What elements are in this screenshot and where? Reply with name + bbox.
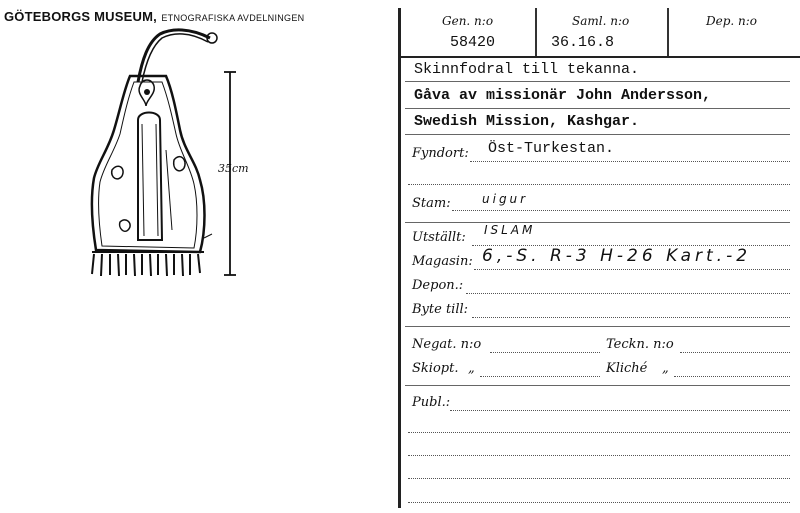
publ-label: Publ.: [412,395,451,410]
dotted-line [490,352,600,353]
ruled-line [405,134,790,135]
column-divider [667,8,669,56]
saml-number-value: 36.16.8 [551,34,615,51]
dotted-line [474,269,790,270]
scale-bar [222,70,238,280]
skiopt-label: Skiopt. [412,361,459,376]
dotted-line [470,161,790,162]
description-line: Skinnfodral till tekanna. [414,61,640,78]
dotted-line [452,210,790,211]
description-line: Gåva av missionär John Andersson, [414,87,712,104]
tea-pot-case-drawing [80,20,220,290]
column-divider [535,8,537,56]
magasin-value: 6,-S. R-3 H-26 Kart.-2 [482,246,752,266]
stam-value: uigur [482,192,529,206]
stam-label: Stam: [412,196,451,211]
utstallt-value: ISLAM [484,223,536,237]
dotted-line [674,376,790,377]
scale-label: 35cm [218,162,249,175]
dotted-line [408,455,790,456]
ruled-line [405,326,790,327]
utstallt-label: Utställt: [412,230,466,245]
card-left-border [398,8,401,508]
dotted-line [450,410,790,411]
magasin-label: Magasin: [412,254,473,269]
cliche-ditto: „ [662,361,669,376]
saml-number-label: Saml. n:o [572,14,630,28]
dep-number-label: Dep. n:o [706,14,758,28]
gen-number-value: 58420 [450,34,496,51]
fyndort-label: Fyndort: [412,146,469,161]
dotted-line [680,352,790,353]
negat-label: Negat. n:o [412,337,482,352]
dotted-line [408,502,790,503]
dotted-line [466,293,790,294]
description-line: Swedish Mission, Kashgar. [414,113,640,130]
gen-number-label: Gen. n:o [442,14,494,28]
byte-label: Byte till: [412,302,469,317]
ruled-line [405,222,790,223]
dotted-line [408,478,790,479]
museum-name: GÖTEBORGS MUSEUM, [4,9,157,24]
teckn-label: Teckn. n:o [606,337,674,352]
ruled-line [405,108,790,109]
ruled-line [405,385,790,386]
ruled-line [405,81,790,82]
card-header-rule [400,56,800,58]
department-name: ETNOGRAFISKA AVDELNINGEN [161,13,305,23]
cliche-label: Kliché [606,361,648,376]
depon-label: Depon.: [412,278,464,293]
dotted-line [480,376,600,377]
skiopt-ditto: „ [468,361,475,376]
dotted-line [472,317,790,318]
dotted-line [408,432,790,433]
fyndort-value: Öst-Turkestan. [488,140,615,157]
dotted-line [408,184,790,185]
